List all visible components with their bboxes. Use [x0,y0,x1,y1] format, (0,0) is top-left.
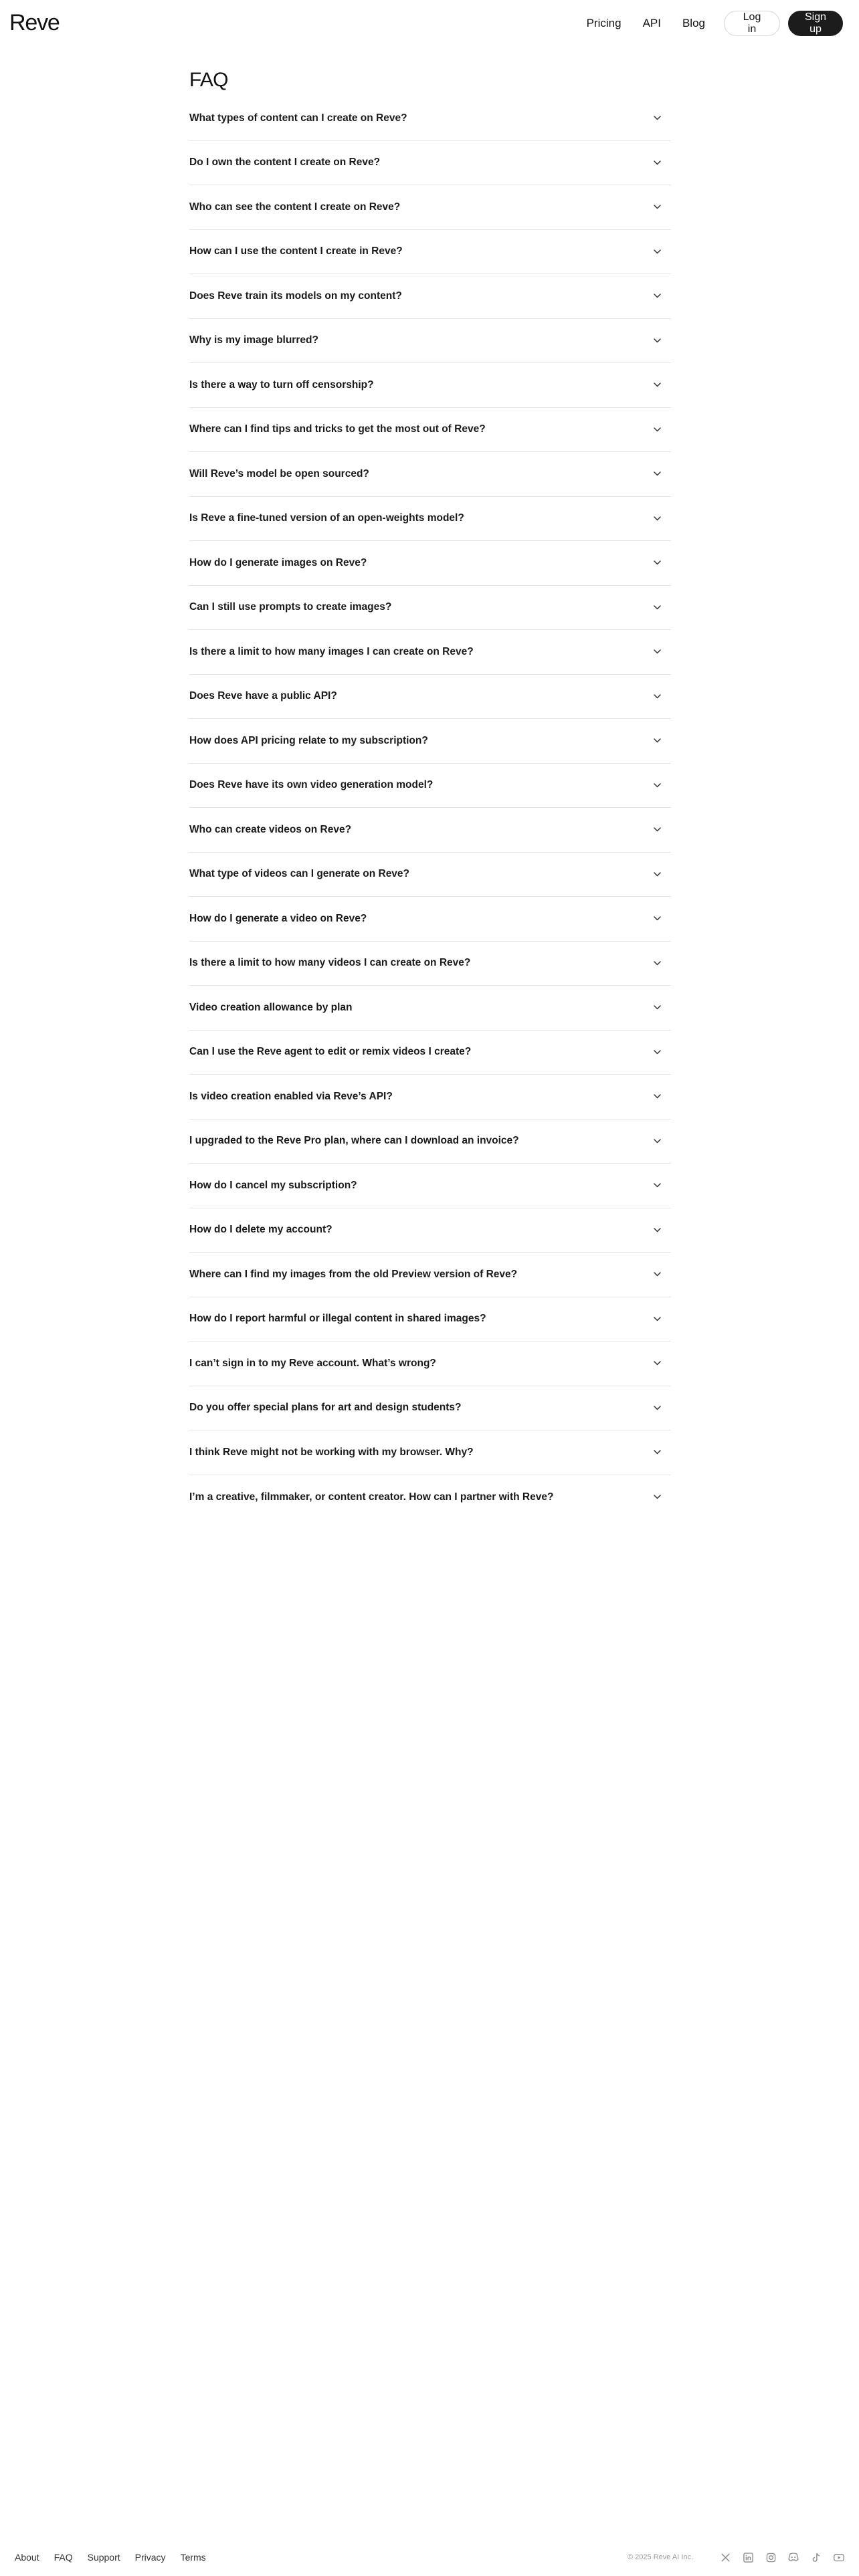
chevron-down-icon[interactable] [652,203,662,212]
chevron-down-icon[interactable] [652,914,662,924]
faq-question: How do I generate images on Reve? [189,556,367,568]
discord-icon[interactable] [788,2552,799,2563]
chevron-down-icon[interactable] [652,1092,662,1101]
faq-list [189,96,671,1519]
chevron-down-icon[interactable] [652,336,662,345]
faq-item[interactable] [189,1430,671,1475]
faq-item[interactable] [189,185,671,230]
faq-item[interactable] [189,1208,671,1253]
reve-logo[interactable]: Reve [9,10,60,35]
faq-question: Do you offer special plans for art and design students? [189,1402,462,1414]
faq-question: Can I still use prompts to create images? [189,601,392,613]
faq-item[interactable] [189,986,671,1031]
chevron-down-icon[interactable] [652,381,662,390]
faq-question: Who can see the content I create on Reve? [189,201,401,213]
faq-item[interactable] [189,1031,671,1075]
faq-question: How does API pricing relate to my subscription? [189,734,428,746]
faq-question: Is there a way to turn off censorship? [189,379,374,391]
copyright-text: © 2025 Reve AI Inc. [628,2553,693,2561]
chevron-down-icon[interactable] [652,691,662,701]
chevron-down-icon[interactable] [652,1448,662,1457]
faq-item[interactable] [189,1341,671,1386]
chevron-down-icon[interactable] [652,469,662,479]
faq-question: How can I use the content I create in Reve? [189,245,403,257]
faq-item[interactable] [189,497,671,542]
linkedin-icon[interactable] [743,2552,753,2563]
chevron-down-icon[interactable] [652,1181,662,1190]
chevron-down-icon[interactable] [652,647,662,657]
faq-item[interactable] [189,452,671,497]
faq-item[interactable] [189,1075,671,1119]
faq-item[interactable] [189,541,671,586]
chevron-down-icon[interactable] [652,1493,662,1502]
chevron-down-icon[interactable] [652,780,662,790]
chevron-down-icon[interactable] [652,1136,662,1146]
faq-question: I think Reve might not be working with my browser. Why? [189,1446,474,1458]
footer-links [15,2551,221,2564]
chevron-down-icon[interactable] [652,1270,662,1279]
faq-question: How do I report harmful or illegal content in shared images? [189,1313,486,1325]
footer-link-support[interactable]: Support [87,2552,120,2563]
faq-item[interactable] [189,1386,671,1431]
faq-question: Why is my image blurred? [189,334,318,346]
faq-question: How do I generate a video on Reve? [189,912,367,924]
faq-question: What types of content can I create on Reve? [189,112,407,124]
chevron-down-icon[interactable] [652,869,662,879]
chevron-down-icon[interactable] [652,292,662,301]
chevron-down-icon[interactable] [652,825,662,835]
nav-pricing-link[interactable]: Pricing [586,17,622,29]
faq-item[interactable] [189,1164,671,1208]
chevron-down-icon[interactable] [652,1314,662,1323]
chevron-down-icon[interactable] [652,736,662,746]
faq-question: I’m a creative, filmmaker, or content creator. How can I partner with Reve? [189,1491,554,1503]
faq-question: I can’t sign in to my Reve account. What’s wrong? [189,1357,436,1369]
chevron-down-icon[interactable] [652,514,662,523]
faq-question: How do I cancel my subscription? [189,1179,357,1191]
faq-question: Does Reve have its own video generation model? [189,779,434,791]
faq-item[interactable] [189,1475,671,1520]
faq-question: Is there a limit to how many images I can create on Reve? [189,645,474,657]
faq-item[interactable] [189,274,671,319]
chevron-down-icon[interactable] [652,247,662,256]
faq-item[interactable] [189,719,671,764]
chevron-down-icon[interactable] [652,603,662,612]
faq-question: Is there a limit to how many videos I can create on Reve? [189,957,471,969]
x-icon[interactable] [720,2552,731,2563]
chevron-down-icon[interactable] [652,558,662,568]
faq-question: Is Reve a fine-tuned version of an open-weights model? [189,512,464,524]
faq-item[interactable] [189,1119,671,1164]
footer-right [628,2551,844,2564]
signup-button[interactable]: Sign up [788,11,843,36]
site-footer [0,2548,859,2568]
tiktok-icon[interactable] [811,2552,822,2563]
faq-question: How do I delete my account? [189,1224,332,1236]
footer-link-about[interactable]: About [15,2552,39,2563]
page-title: FAQ [189,69,228,91]
instagram-icon[interactable] [765,2552,776,2563]
faq-item[interactable] [189,1297,671,1342]
youtube-icon[interactable] [834,2552,844,2563]
chevron-down-icon[interactable] [652,1047,662,1057]
faq-item[interactable] [189,319,671,364]
faq-item[interactable] [189,942,671,986]
faq-question: Does Reve have a public API? [189,690,337,702]
footer-link-terms[interactable]: Terms [180,2552,206,2563]
faq-question: I upgraded to the Reve Pro plan, where can I download an invoice? [189,1135,519,1147]
faq-item[interactable] [189,897,671,942]
faq-item[interactable] [189,363,671,408]
faq-question: Do I own the content I create on Reve? [189,156,381,169]
chevron-down-icon[interactable] [652,1403,662,1412]
site-header [0,0,859,45]
faq-item[interactable] [189,141,671,186]
faq-item[interactable] [189,764,671,809]
faq-question: Who can create videos on Reve? [189,823,352,835]
login-button[interactable]: Log in [724,11,780,36]
chevron-down-icon[interactable] [652,114,662,123]
chevron-down-icon[interactable] [652,958,662,968]
faq-question: Is video creation enabled via Reve’s API? [189,1090,393,1102]
chevron-down-icon[interactable] [652,1225,662,1235]
nav-blog-link[interactable]: Blog [682,17,705,29]
nav-api-link[interactable]: API [642,17,661,29]
faq-question: Where can I find my images from the old Preview version of Reve? [189,1268,518,1280]
chevron-down-icon[interactable] [652,425,662,434]
chevron-down-icon[interactable] [652,1359,662,1368]
faq-question: Can I use the Reve agent to edit or remix videos I create? [189,1046,472,1058]
main-nav [587,11,843,36]
footer-link-faq[interactable]: FAQ [54,2552,73,2563]
faq-item[interactable] [189,675,671,720]
chevron-down-icon[interactable] [652,1003,662,1012]
footer-link-privacy[interactable]: Privacy [134,2552,166,2563]
faq-item[interactable] [189,808,671,853]
chevron-down-icon[interactable] [652,158,662,167]
faq-question: What type of videos can I generate on Reve? [189,868,410,880]
faq-item[interactable] [189,1253,671,1297]
faq-item[interactable] [189,630,671,675]
faq-question: Will Reve’s model be open sourced? [189,467,369,479]
faq-item[interactable] [189,96,671,141]
faq-item[interactable] [189,853,671,897]
faq-item[interactable] [189,586,671,631]
faq-question: Does Reve train its models on my content? [189,290,402,302]
faq-question: Video creation allowance by plan [189,1001,353,1013]
faq-item[interactable] [189,230,671,275]
faq-question: Where can I find tips and tricks to get the most out of Reve? [189,423,486,435]
faq-item[interactable] [189,408,671,453]
faq-section [189,67,671,1519]
